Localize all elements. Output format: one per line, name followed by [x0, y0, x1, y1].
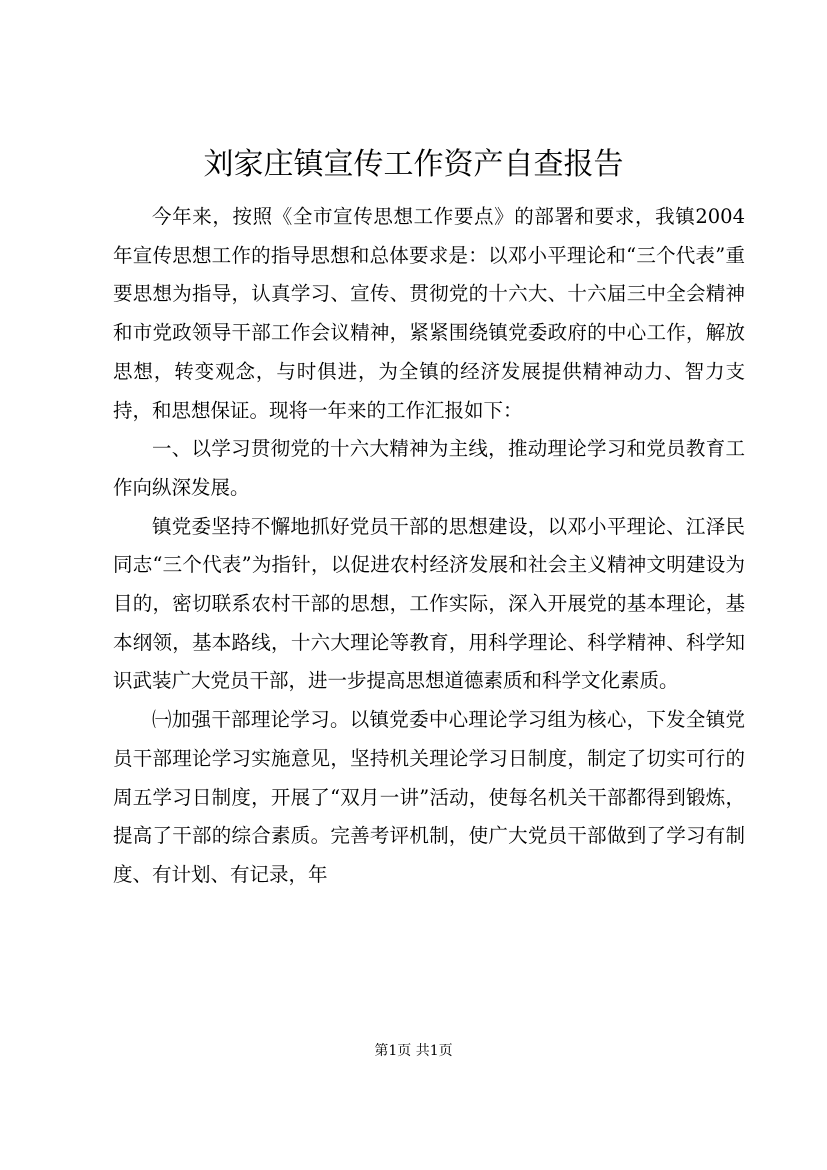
paragraph-intro: 今年来，按照《全市宣传思想工作要点》的部署和要求，我镇2004年宣传思想工作的指导思想和总体要求是：以邓小平理论和“三个代表”重要思想为指导，认真学习、宣传、贯彻党的十六大、十六届三中全会精神和市党政领导干部工作会议精神，紧紧围绕镇党委政府的中心工作，解放思想，转变观念，与时俱进，为全镇的经济发展提供精神动力、智力支持，和思想保证。现将一年来的工作汇报如下：: [113, 205, 745, 422]
document-title: 刘家庄镇宣传工作资产自查报告: [203, 147, 624, 182]
document-body: [113, 198, 745, 895]
paragraph-section-heading: 一、以学习贯彻党的十六大精神为主线，推动理论学习和党员教育工作向纵深发展。: [113, 437, 745, 499]
paragraph-cadre-study: ㈠加强干部理论学习。以镇党委中心理论学习组为核心，下发全镇党员干部理论学习实施意见，坚持机关理论学习日制度，制定了切实可行的周五学习日制度，开展了“双月一讲”活动，使每名机关干部都得到锻炼，提高了干部的综合素质。完善考评机制，使广大党员干部做到了学习有制度、有计划、有记录，年: [113, 708, 745, 886]
page-footer: 第1页 共1页: [374, 1043, 453, 1059]
paragraph-party-building: 镇党委坚持不懈地抓好党员干部的思想建设，以邓小平理论、江泽民同志“三个代表”为指针，以促进农村经济发展和社会主义精神文明建设为目的，密切联系农村干部的思想，工作实际，深入开展党的基本理论，基本纲领，基本路线，十六大理论等教育，用科学理论、科学精神、科学知识武装广大党员干部，进一步提高思想道德素质和科学文化素质。: [113, 514, 745, 693]
